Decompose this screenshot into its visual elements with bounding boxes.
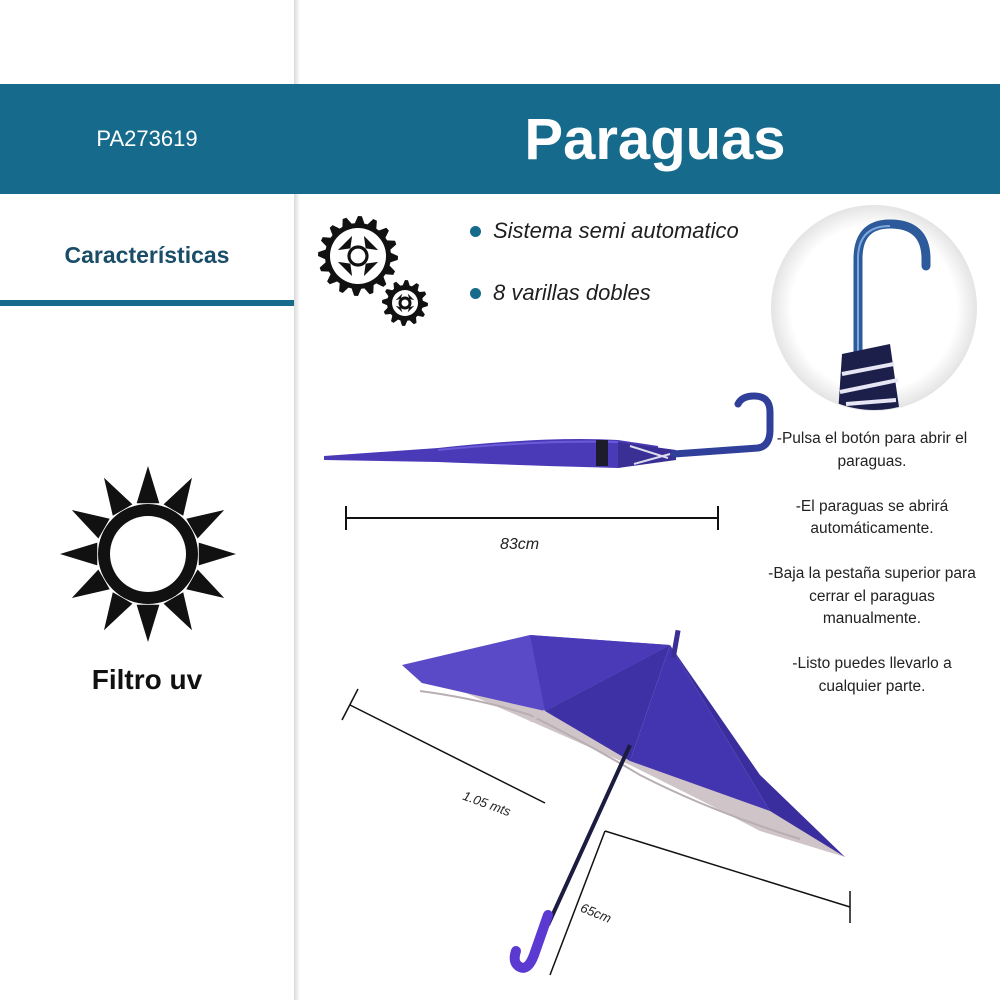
feature-item bbox=[470, 218, 739, 244]
handle-closeup-image bbox=[768, 204, 980, 414]
instruction-step: -Pulsa el botón para abrir el paraguas. bbox=[776, 430, 968, 470]
product-code: PA273619 bbox=[96, 126, 198, 151]
heading-underline bbox=[0, 300, 294, 306]
features-heading: Características bbox=[64, 242, 230, 268]
instruction-step: -Listo puedes llevarlo a cualquier parte. bbox=[792, 655, 952, 695]
page-title: Paraguas bbox=[524, 106, 786, 172]
instruction-step: -Baja la pestaña superior para cerrar el paraguas manualmente. bbox=[768, 565, 976, 627]
open-umbrella-image bbox=[330, 625, 870, 985]
instruction-step: -El paraguas se abrirá automáticamente. bbox=[795, 497, 949, 537]
feature-label: 8 varillas dobles bbox=[493, 280, 651, 305]
closed-umbrella-image bbox=[318, 388, 778, 478]
closed-length-label: 83cm bbox=[500, 536, 540, 553]
bullet-dot bbox=[470, 288, 481, 299]
gears-icon bbox=[318, 212, 432, 330]
open-diameter-label: 1.05 mts bbox=[460, 788, 513, 820]
uv-sun-icon bbox=[58, 464, 238, 644]
bullet-dot bbox=[470, 226, 481, 237]
feature-item bbox=[470, 280, 651, 306]
shaft-length-label: 65cm bbox=[578, 900, 614, 926]
uv-filter-label: Filtro uv bbox=[91, 664, 203, 695]
feature-label: Sistema semi automatico bbox=[493, 218, 739, 243]
length-dimension-line bbox=[340, 504, 724, 534]
